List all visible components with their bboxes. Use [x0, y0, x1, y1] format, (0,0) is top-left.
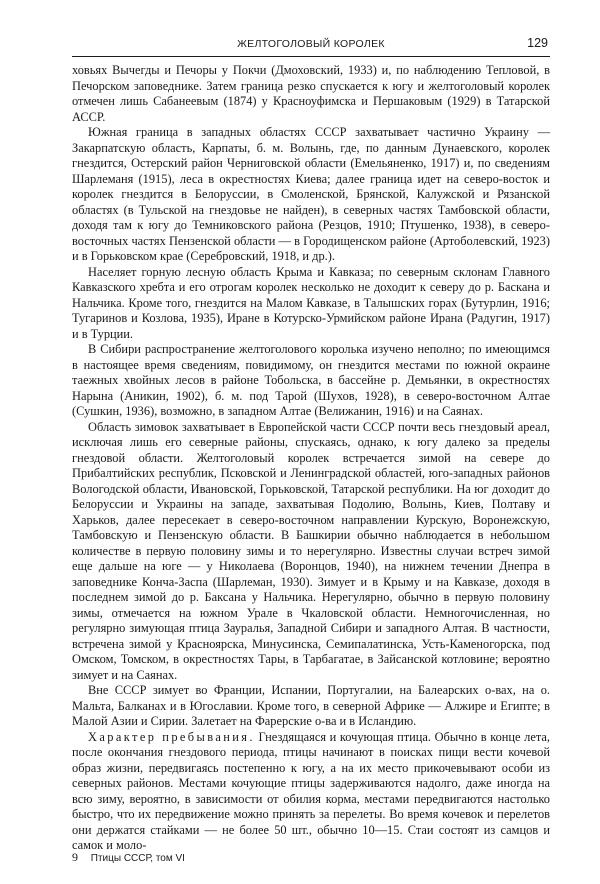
- running-title: ЖЕЛТОГОЛОВЫЙ КОРОЛЕК: [237, 38, 385, 50]
- page-header: [72, 36, 550, 57]
- body-text: [72, 63, 550, 854]
- paragraph: Область зимовок захватывает в Европейской части СССР почти весь гнездовый ареал, исключая лишь его северные районы, спускаясь, однако, к югу далеко за пределы гнездовой области. Желтоголовый королек встречается зимой на севере до Прибалтийских республик, Псковской и Ленинградской областей, юго-западных районов Вологодской области, Ивановской, Горьковской, Татарской республики. На юг доходит до Белоруссии и Украины на западе, захватывая Подолию, Волынь, Киев, Полтаву и Харьков, далее пересекает в северо-восточном направлении Курскую, Воронежскую, Тамбовскую и Пензенскую области. В Башкирии обычно наблюдается в небольшом количестве в первую половину зимы и то нерегулярно. Известны случаи встреч зимой еще дальше на юге — у Николаева (Воронцов, 1940), на нижнем течении Днепра в заповеднике Конча-Заспа (Шарлеман, 1930). Зимует и в Крыму и на Кавказе, доходя в последнем зимой до р. Баксана у Нальчика. Нерегулярно, обычно в первую половину зимы, отмечается на южном Урале в Чкаловской области. Немногочисленная, но регулярно зимующая птица Зауралья, Западной Сибири и западного Алтая. В частности, встречена зимой у Красноярска, Минусинска, Семипалатинска, Усть-Каменогорска, под Омском, Томском, в окрестностях Тары, в Тарбагатае, в Зайсанской котловине; вероятно зимует и на Саянах.: [72, 419, 550, 682]
- section-text: Гнездящаяся и кочующая птица. Обычно в конце лета, после окончания гнездового периода, птицы начинают в поисках пищи вести кочевой образ жизни, передвигаясь постепенно к югу, а на их место прикочевывают особи из северных районов. Местами кочующие птицы задерживаются надолго, даже иногда на всю зиму, вероятно, в зависимости от обилия корма, местами передвигаются настолько быстро, что их передвижение можно принять за перелеты. Во время кочевок и перелетов они держатся стайками — не более 50 шт., обычно 10—15. Стаи состоят из самцов и самок и моло-: [72, 729, 550, 852]
- paragraph: ховьях Вычегды и Печоры у Покчи (Дмоховский, 1933) и, по наблюдению Тепловой, в Печорском заповеднике. Затем граница резко спускается к югу и желтоголовый королек отмечен лишь Сабанеевым (1874) у Красноуфимска и Першаковым (1929) в Татарской АССР.: [72, 63, 550, 124]
- paragraph: Населяет горную лесную область Крыма и Кавказа; по северным склонам Главного Кавказского хребта и его отрогам королек несколько не доходит к северу до р. Баскана и Нальчика. Кроме того, гнездится на Малом Кавказе, в Талышских горах (Бутурлин, 1916; Тугаринов и Козлова, 1935), Иране в Котурско-Урмийском районе Ирана (Радугин, 1917) и в Турции.: [72, 264, 550, 341]
- section-heading: Характер пребывания.: [88, 729, 255, 744]
- page-footer: [72, 850, 550, 866]
- paragraph: Южная граница в западных областях СССР захватывает частично Украину — Закарпатскую область, Карпаты, б. м. Волынь, где, по данным Дунаевского, королек гнездится, Остерский район Черниговской области (Емельяненко, 1917) и, по сведениям Шарлеманя (1915), леса в окрестностях Киева; далее граница идет на северо-восток и королек гнездится в Белоруссии, в Смоленской, Брянской, Калужской и Рязанской областях (в Тульской на гнездовье не найден), в северных частях Тамбовской области, доходя там к югу до Темниковского района (Резцов, 1910; Птушенко, 1938), в северо-восточных частях Пензенской области — в Городищенском районе (Артоболевский, 1923) и в Горьковском крае (Серебровский, 1918, и др.).: [72, 125, 550, 263]
- paragraph: В Сибири распространение желтоголового королька изучено неполно; по имеющимся в настоящее время сведениям, повидимому, он гнездится местами по южной окраине таежных хвойных лесов в районе Тобольска, в бассейне р. Демьянки, в окрестностях Нарына (Аникин, 1902), б. м. под Тарой (Шухов, 1928), в северо-восточном Алтае (Сушкин, 1936), возможно, в западном Алтае (Велижанин, 1916) и на Саянах.: [72, 342, 550, 418]
- imprint: Птицы СССР, том VI: [90, 853, 185, 864]
- character-paragraph: [72, 730, 550, 854]
- page-number: 129: [527, 36, 548, 50]
- paragraph: Вне СССР зимует во Франции, Испании, Португалии, на Балеарских о-вах, на о. Мальта, Балканах и в Югославии. Кроме того, в северной Африке — Алжире и Египте; в Малой Азии и Сирии. Залетает на Фарерские о-ва и в Исландию.: [72, 683, 550, 728]
- signature-mark: 9: [72, 850, 78, 864]
